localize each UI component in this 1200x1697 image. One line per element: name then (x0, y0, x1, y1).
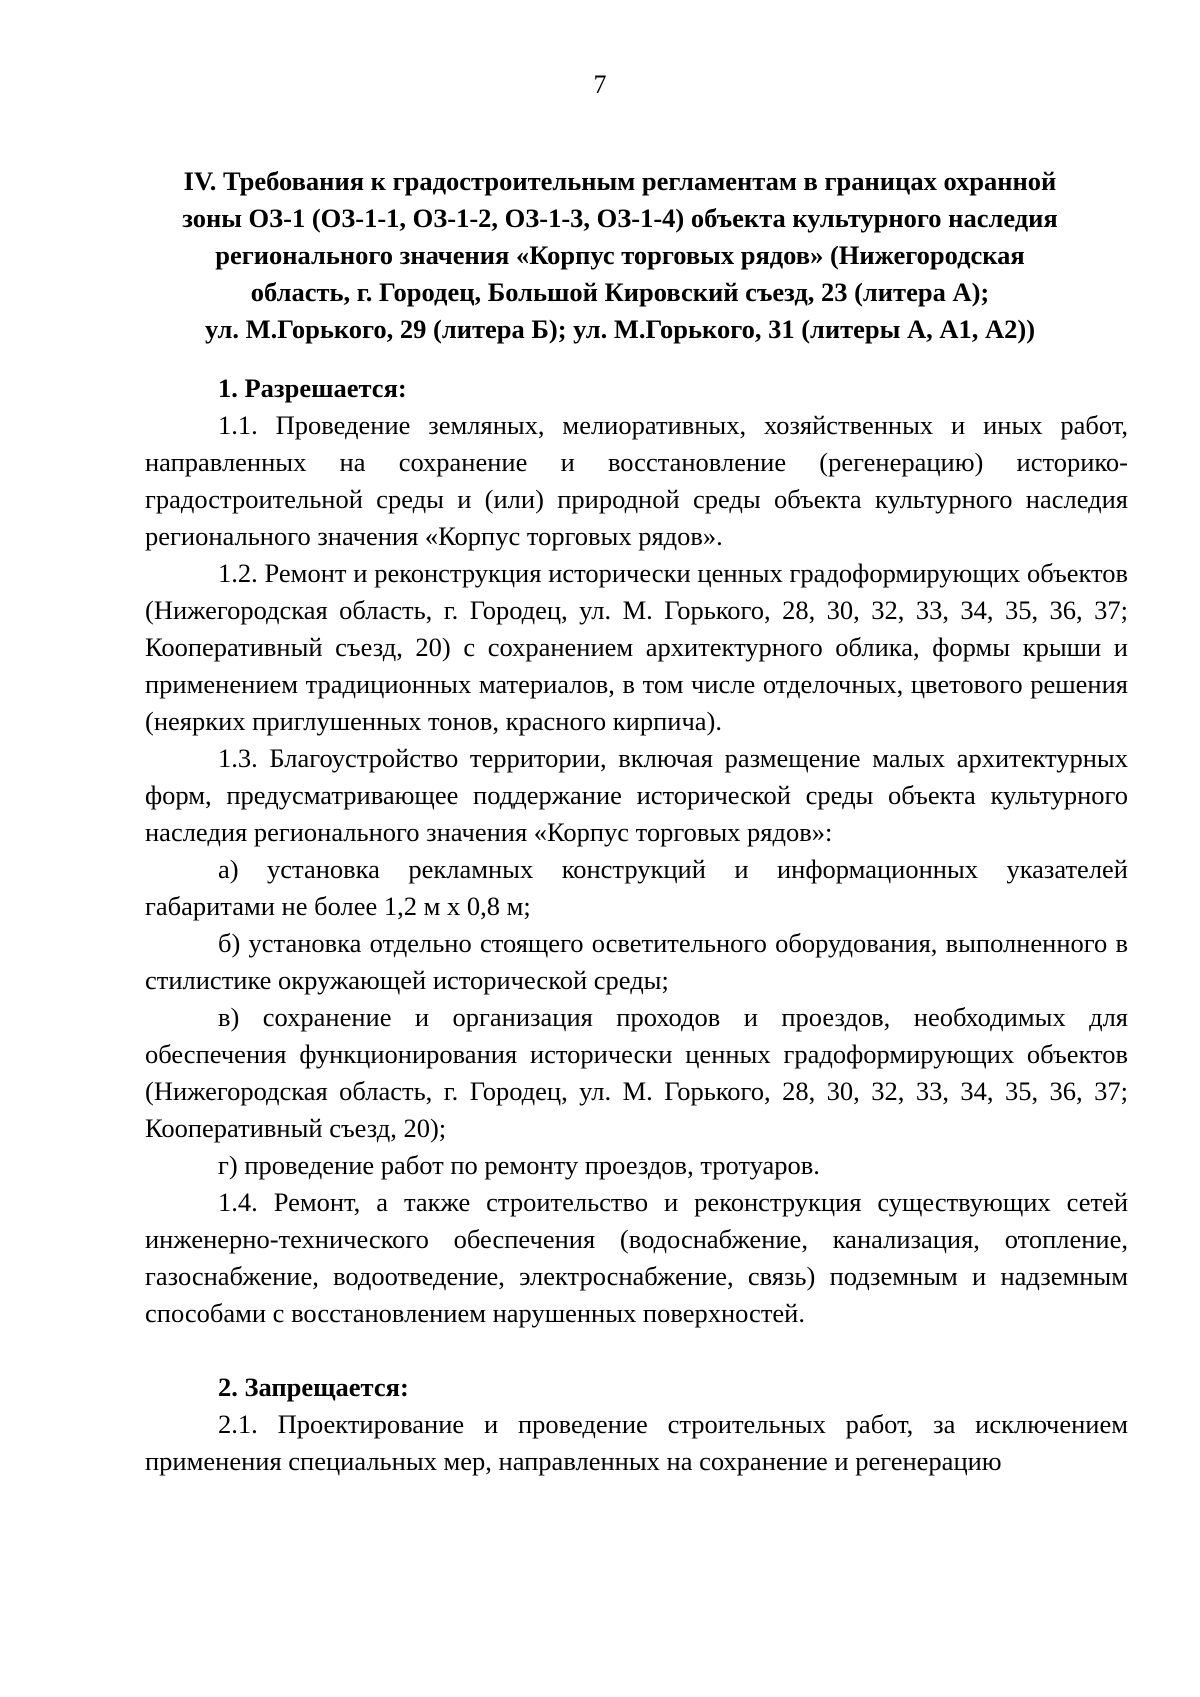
section-title-line: регионального значения «Корпус торговых рядов» (Нижегородская (215, 240, 1025, 270)
paragraph-1-1: 1.1. Проведение земляных, мелиоративных, хозяйственных и иных работ, направленных на сохранение и восстановление (регенерацию) историко-градостроительной среды и (или) природной среды объекта культурного наследия регионального значения «Корпус торговых рядов». (145, 410, 1128, 551)
page-number: 7 (593, 70, 607, 99)
paragraph-2-1: 2.1. Проектирование и проведение строительных работ, за исключением применения специальных мер, направленных на сохранение и регенерацию (145, 1409, 1128, 1476)
subsection-heading-allowed: 1. Разрешается: (218, 373, 407, 403)
section-title (140, 163, 1100, 348)
paragraph-1-2: 1.2. Ремонт и реконструкция исторически ценных градоформирующих объектов (Нижегородская область, г. Городец, ул. М. Горького, 28, 30, 32, 33, 34, 35, 36, 37; Кооперативный съезд, 20) с сохранением архитектурного облика, формы крыши и применением традиционных материалов, в том числе отделочных, цветового решения (неярких приглушенных тонов, красного кирпича). (145, 558, 1128, 736)
section-title-line: IV. Требования к градостроительным регламентам в границах охранной (183, 166, 1057, 196)
paragraph-1-3-v: в) сохранение и организация проходов и проездов, необходимых для обеспечения функционирования исторически ценных градоформирующих объектов (Нижегородская область, г. Городец, ул. М. Горького, 28, 30, 32, 33, 34, 35, 36, 37; Кооперативный съезд, 20); (145, 1002, 1128, 1143)
paragraph-1-3-b: б) установка отдельно стоящего осветительного оборудования, выполненного в стилистике окружающей исторической среды; (145, 928, 1128, 995)
paragraph-1-4: 1.4. Ремонт, а также строительство и реконструкция существующих сетей инженерно-технического обеспечения (водоснабжение, канализация, отопление, газоснабжение, водоотведение, электроснабжение, связь) подземным и надземным способами с восстановлением нарушенных поверхностей. (145, 1187, 1128, 1328)
section-title-line: ул. М.Горького, 29 (литера Б); ул. М.Горького, 31 (литеры А, А1, А2)) (204, 314, 1036, 344)
paragraph-1-3-a: а) установка рекламных конструкций и информационных указателей габаритами не более 1,2 м х 0,8 м; (145, 854, 1128, 921)
document-body (145, 370, 1128, 1480)
paragraph-1-3-g: г) проведение работ по ремонту проездов, тротуаров. (218, 1150, 820, 1180)
subsection-heading-prohibited: 2. Запрещается: (218, 1372, 409, 1402)
paragraph-1-3: 1.3. Благоустройство территории, включая размещение малых архитектурных форм, предусматривающее поддержание исторической среды объекта культурного наследия регионального значения «Корпус торговых рядов»: (145, 743, 1128, 847)
section-title-line: зоны ОЗ-1 (ОЗ-1-1, ОЗ-1-2, ОЗ-1-3, ОЗ-1-4) объекта культурного наследия (182, 203, 1058, 233)
section-title-line: область, г. Городец, Большой Кировский съезд, 23 (литера А); (250, 277, 990, 307)
